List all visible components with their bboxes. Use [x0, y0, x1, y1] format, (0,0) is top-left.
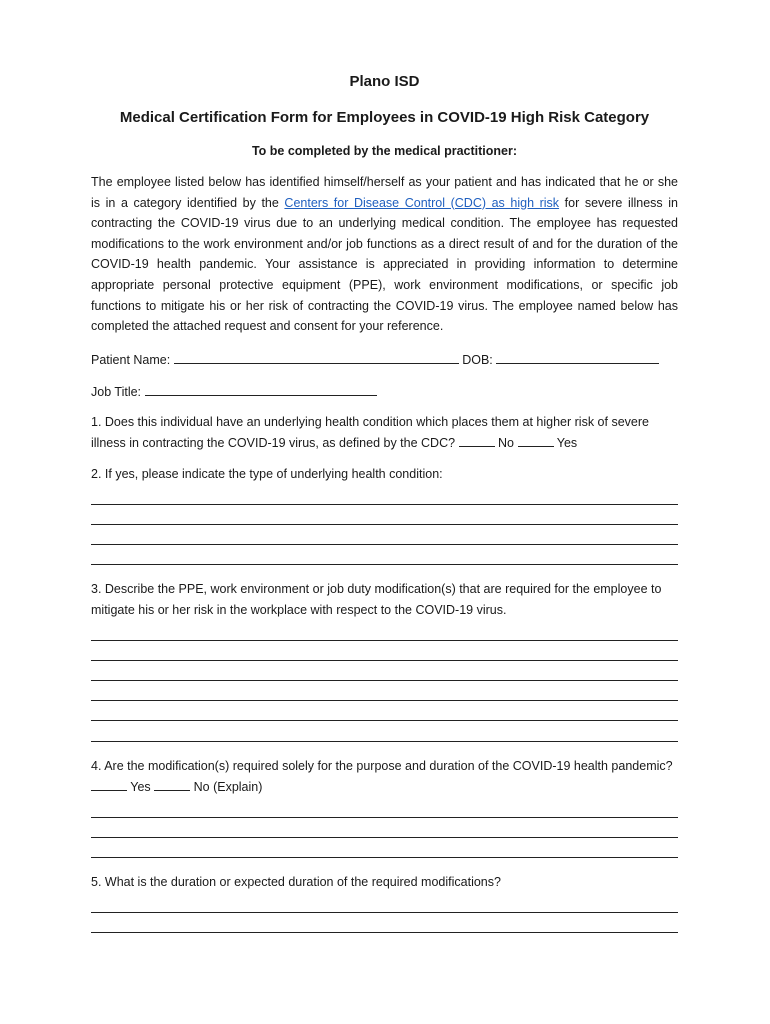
answer-line[interactable] [91, 661, 678, 681]
question-4 [91, 756, 678, 798]
question-5-text: 5. What is the duration or expected duration of the required modifications? [91, 875, 501, 890]
question-1-text: 1. Does this individual have an underlying health condition which places them at higher risk of severe illness in contracting the COVID-19 virus, as defined by the CDC? [91, 414, 649, 451]
intro-text-start: The employee listed below has identified himself/herself as your patient and has indicated that he or she is in a category identified by the [91, 175, 678, 210]
question-3-text: 3. Describe the PPE, work environment or job duty modification(s) that are required for the employee to mitigate his or her risk in the workplace with respect to the COVID-19 virus. [91, 582, 662, 617]
org-name: Plano ISD [349, 73, 420, 90]
q4-no-blank[interactable] [154, 776, 190, 791]
patient-name-field[interactable] [174, 349, 459, 364]
answer-line[interactable] [91, 641, 678, 661]
answer-line[interactable] [91, 485, 678, 505]
dob-field[interactable] [496, 349, 659, 364]
answer-line[interactable] [91, 838, 678, 858]
question-2-answer-lines [91, 485, 678, 566]
cdc-high-risk-link[interactable]: Centers for Disease Control (CDC) as high risk [284, 195, 560, 210]
answer-line[interactable] [91, 721, 678, 741]
question-3-answer-lines [91, 620, 678, 741]
q1-yes-label: Yes [556, 436, 578, 451]
q1-no-blank[interactable] [459, 432, 495, 447]
answer-line[interactable] [91, 505, 678, 525]
answer-line[interactable] [91, 620, 678, 640]
answer-line[interactable] [91, 525, 678, 545]
question-2-text: 2. If yes, please indicate the type of underlying health condition: [91, 466, 443, 481]
q1-yes-blank[interactable] [518, 432, 554, 447]
question-4-answer-lines [91, 798, 678, 859]
answer-line[interactable] [91, 893, 678, 913]
answer-line[interactable] [91, 701, 678, 721]
job-title-label: Job Title: [91, 384, 142, 399]
answer-line[interactable] [91, 545, 678, 565]
question-1 [91, 412, 678, 454]
job-title-row [91, 381, 678, 402]
q4-yes-blank[interactable] [91, 776, 127, 791]
intro-paragraph [91, 172, 678, 337]
answer-line[interactable] [91, 681, 678, 701]
dob-label: DOB: [462, 352, 493, 367]
question-4-text: 4. Are the modification(s) required solely for the purpose and duration of the COVID-19 health pandemic? [91, 758, 673, 773]
form-subtitle: To be completed by the medical practitioner: [251, 144, 518, 158]
answer-line[interactable] [91, 798, 678, 818]
form-title: Medical Certification Form for Employees in COVID-19 High Risk Category [119, 109, 650, 126]
q4-yes-label: Yes [130, 780, 151, 795]
q4-no-label: No (Explain) [193, 780, 263, 795]
patient-row [91, 349, 678, 370]
answer-line[interactable] [91, 818, 678, 838]
intro-text-end: for severe illness in contracting the COVID-19 virus due to an underlying medical condition. The employee has requested modifications to the work environment and/or job functions as a direct result of and for the duration of the COVID-19 health pandemic. Your assistance is appreciated in providing information to determine appropriate personal protective equipment (PPE), work environment modifications, or specific job functions to mitigate his or her risk of contracting the COVID-19 virus. The employee named below has completed the attached request and consent for your reference. [91, 195, 678, 334]
q1-no-label: No [498, 436, 515, 451]
job-title-field[interactable] [145, 381, 377, 396]
answer-line[interactable] [91, 913, 678, 933]
question-5-answer-lines [91, 893, 678, 933]
patient-name-label: Patient Name: [91, 352, 171, 367]
